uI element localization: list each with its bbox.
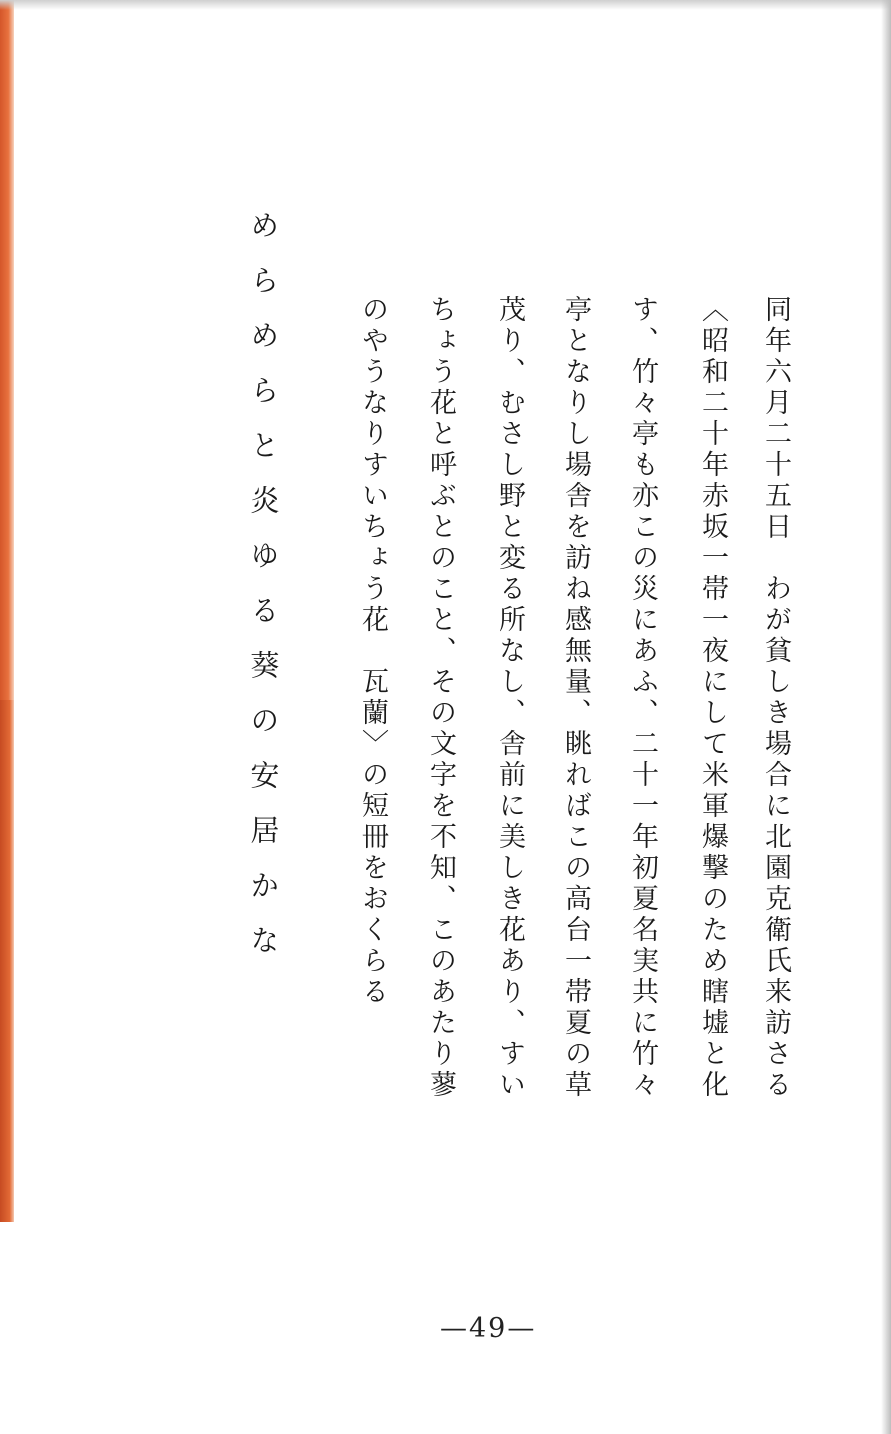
right-shadow — [881, 0, 891, 1434]
prose-line-5: 茂り、むさし野と変る所なし、舎前に美しき花あり、すい — [494, 295, 526, 1101]
prose-line-4: 亭となりし場舎を訪ね感無量、眺ればこの高台一帯夏の草 — [560, 295, 592, 1101]
prose-line-7: のやうなりすいちょう花 瓦蘭〉の短冊をおくらる — [357, 295, 389, 1008]
prose-line-3: す、竹々亭も亦この災にあふ、二十一年初夏名実共に竹々 — [627, 295, 659, 1101]
page-edge-lower — [0, 700, 14, 1222]
page-number: —49— — [440, 1313, 537, 1344]
prose-line-6: ちょう花と呼ぶとのこと、その文字を不知、このあたり蓼 — [425, 295, 457, 1101]
prose-line-1: 同年六月二十五日 わが貧しき場合に北園克衛氏来訪さる — [760, 295, 792, 1101]
haiku-poem: めらめらと炎ゆる葵の安居かな — [246, 210, 281, 980]
prose-line-2: 〈昭和二十年赤坂一帯一夜にして米軍爆撃のため瞎墟と化 — [697, 295, 729, 1101]
top-shadow — [0, 0, 891, 10]
